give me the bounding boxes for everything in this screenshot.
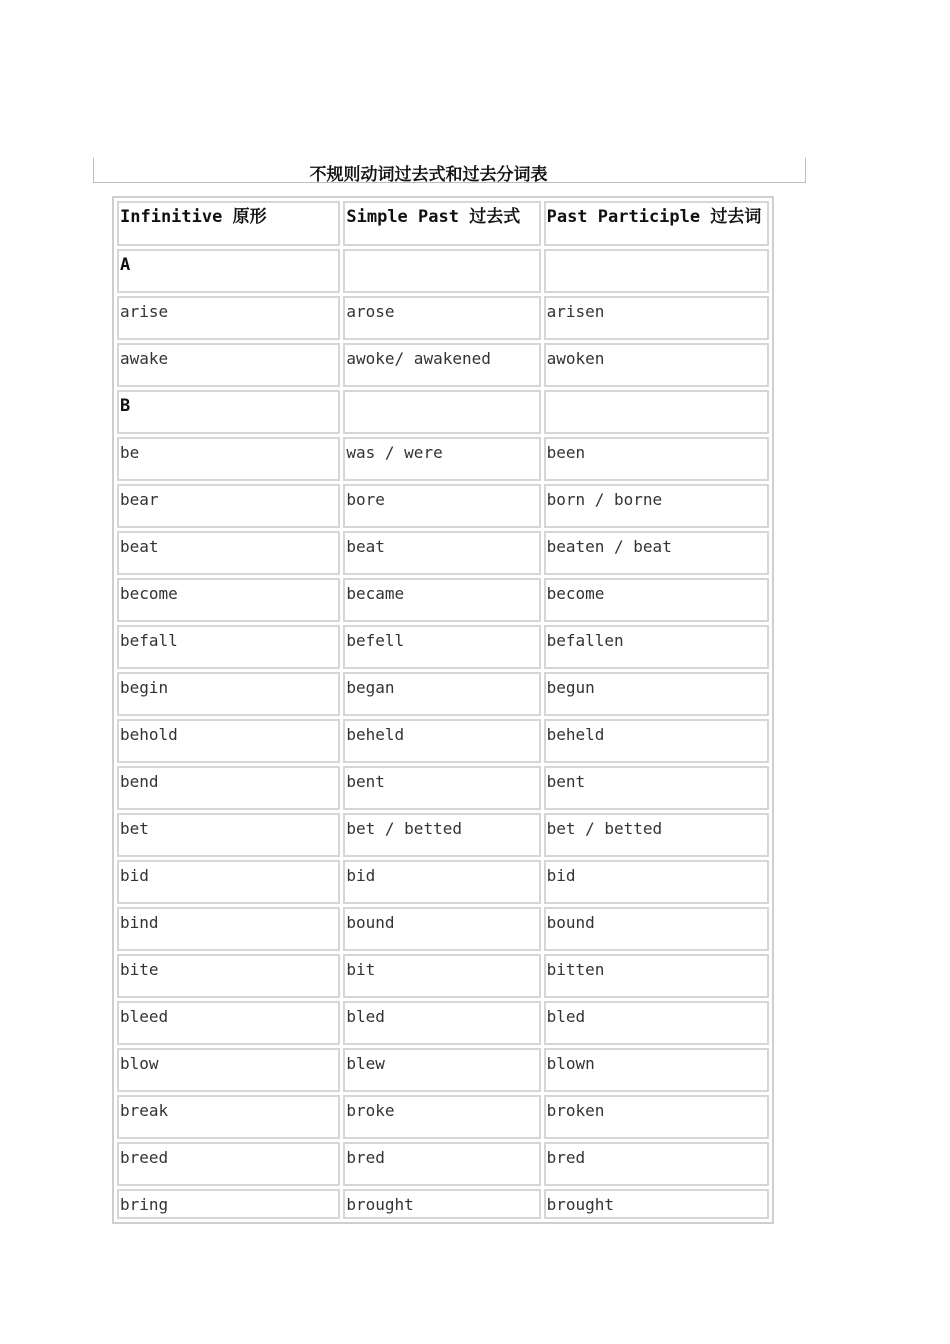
cell-simple-past-text: blew xyxy=(346,1054,385,1073)
cell-past-participle xyxy=(544,531,769,575)
cell-past-participle-text: bet / betted xyxy=(546,819,663,838)
cell-past-participle-text: arisen xyxy=(546,302,605,321)
table-row xyxy=(117,907,769,951)
cell-past-participle-text: awoken xyxy=(546,349,605,368)
cell-simple-past xyxy=(343,907,540,951)
table-row xyxy=(117,813,769,857)
cell-simple-past xyxy=(343,672,540,716)
cell-infinitive xyxy=(117,1001,340,1045)
cell-past-participle-text: beaten / beat xyxy=(546,537,672,556)
cell-infinitive xyxy=(117,484,340,528)
cell-simple-past xyxy=(343,484,540,528)
cell-infinitive xyxy=(117,437,340,481)
cell-infinitive xyxy=(117,719,340,763)
header-simple-past-label: Simple Past 过去式 xyxy=(346,207,521,227)
cell-simple-past xyxy=(343,343,540,387)
cell-infinitive-text: be xyxy=(120,443,140,462)
cell-past-participle xyxy=(544,296,769,340)
cell-simple-past-text: was / were xyxy=(346,443,443,462)
table-row xyxy=(117,343,769,387)
cell-infinitive xyxy=(117,907,340,951)
table-row xyxy=(117,484,769,528)
cell-simple-past xyxy=(343,1095,540,1139)
header-simple-past xyxy=(343,201,540,246)
cell-past-participle xyxy=(544,437,769,481)
cell-past-participle xyxy=(544,249,769,293)
cell-simple-past-text: broke xyxy=(346,1101,395,1120)
cell-infinitive-text: A xyxy=(120,255,131,275)
cell-past-participle-text: been xyxy=(546,443,586,462)
cell-infinitive xyxy=(117,1189,340,1219)
cell-simple-past xyxy=(343,719,540,763)
header-infinitive-label: Infinitive 原形 xyxy=(120,207,267,227)
cell-infinitive-text: B xyxy=(120,396,131,416)
cell-past-participle xyxy=(544,1001,769,1045)
cell-infinitive xyxy=(117,954,340,998)
cell-past-participle xyxy=(544,766,769,810)
cell-simple-past-text: bent xyxy=(346,772,385,791)
table-row xyxy=(117,672,769,716)
cell-infinitive-text: bleed xyxy=(120,1007,169,1026)
cell-past-participle-text: broken xyxy=(546,1101,605,1120)
cell-simple-past xyxy=(343,531,540,575)
cell-infinitive xyxy=(117,766,340,810)
table-row xyxy=(117,1189,769,1219)
cell-simple-past xyxy=(343,766,540,810)
cell-simple-past-text: bit xyxy=(346,960,376,979)
cell-past-participle-text: befallen xyxy=(546,631,624,650)
irregular-verbs-table xyxy=(112,196,774,1224)
cell-infinitive xyxy=(117,249,340,293)
table-row xyxy=(117,1048,769,1092)
cell-infinitive-text: arise xyxy=(120,302,169,321)
letter-section-row xyxy=(117,390,769,434)
cell-infinitive-text: awake xyxy=(120,349,169,368)
table-row xyxy=(117,625,769,669)
cell-simple-past xyxy=(343,625,540,669)
cell-infinitive-text: bite xyxy=(120,960,159,979)
cell-infinitive xyxy=(117,343,340,387)
cell-past-participle xyxy=(544,907,769,951)
table-row xyxy=(117,437,769,481)
cell-infinitive-text: become xyxy=(120,584,178,603)
cell-infinitive-text: befall xyxy=(120,631,178,650)
cell-simple-past xyxy=(343,249,540,293)
cell-infinitive-text: bend xyxy=(120,772,159,791)
table-row xyxy=(117,1142,769,1186)
cell-past-participle xyxy=(544,813,769,857)
cell-infinitive-text: blow xyxy=(120,1054,159,1073)
table-body xyxy=(117,201,769,1219)
cell-simple-past xyxy=(343,578,540,622)
cell-infinitive xyxy=(117,296,340,340)
cell-simple-past xyxy=(343,1048,540,1092)
cell-past-participle xyxy=(544,860,769,904)
cell-infinitive-text: behold xyxy=(120,725,178,744)
cell-infinitive-text: bind xyxy=(120,913,159,932)
cell-simple-past-text: arose xyxy=(346,302,395,321)
cell-infinitive xyxy=(117,1142,340,1186)
cell-simple-past xyxy=(343,813,540,857)
cell-infinitive-text: break xyxy=(120,1101,169,1120)
cell-simple-past xyxy=(343,1189,540,1219)
cell-past-participle-text: bred xyxy=(546,1148,586,1167)
cell-infinitive xyxy=(117,860,340,904)
cell-infinitive-text: bid xyxy=(120,866,149,885)
cell-infinitive-text: begin xyxy=(120,678,169,697)
cell-simple-past-text: bet / betted xyxy=(346,819,462,838)
cell-infinitive xyxy=(117,390,340,434)
cell-simple-past-text: beat xyxy=(346,537,385,556)
table-header-row xyxy=(117,201,769,246)
cell-past-participle-text: bitten xyxy=(546,960,605,979)
cell-past-participle xyxy=(544,672,769,716)
cell-simple-past-text: beheld xyxy=(346,725,405,744)
cell-past-participle xyxy=(544,390,769,434)
cell-simple-past xyxy=(343,390,540,434)
cell-infinitive-text: bear xyxy=(120,490,159,509)
cell-past-participle-text: begun xyxy=(546,678,595,697)
page-title: 不规则动词过去式和过去分词表 xyxy=(309,165,548,185)
cell-infinitive xyxy=(117,578,340,622)
table-row xyxy=(117,719,769,763)
cell-past-participle-text: beheld xyxy=(546,725,605,744)
cell-simple-past-text: brought xyxy=(346,1195,414,1214)
cell-past-participle xyxy=(544,1048,769,1092)
header-infinitive xyxy=(117,201,340,246)
cell-past-participle xyxy=(544,625,769,669)
cell-past-participle xyxy=(544,578,769,622)
cell-past-participle xyxy=(544,343,769,387)
cell-simple-past-text: bore xyxy=(346,490,385,509)
header-past-participle xyxy=(544,201,769,246)
cell-infinitive xyxy=(117,531,340,575)
cell-infinitive xyxy=(117,1048,340,1092)
cell-simple-past xyxy=(343,954,540,998)
table-row xyxy=(117,766,769,810)
cell-infinitive-text: bring xyxy=(120,1195,169,1214)
cell-simple-past-text: bid xyxy=(346,866,376,885)
cell-simple-past-text: befell xyxy=(346,631,405,650)
letter-section-row xyxy=(117,249,769,293)
cell-past-participle-text: brought xyxy=(546,1195,615,1214)
cell-simple-past xyxy=(343,437,540,481)
cell-past-participle-text: bid xyxy=(546,866,576,885)
cell-infinitive xyxy=(117,1095,340,1139)
cell-past-participle xyxy=(544,954,769,998)
cell-simple-past-text: began xyxy=(346,678,395,697)
table-row xyxy=(117,531,769,575)
cell-infinitive xyxy=(117,672,340,716)
cell-past-participle xyxy=(544,719,769,763)
cell-infinitive xyxy=(117,813,340,857)
header-past-participle-label: Past Participle 过去词 xyxy=(546,207,762,227)
cell-simple-past-text: bred xyxy=(346,1148,385,1167)
cell-infinitive-text: bet xyxy=(120,819,149,838)
cell-past-participle xyxy=(544,484,769,528)
cell-past-participle xyxy=(544,1189,769,1219)
cell-past-participle-text: bound xyxy=(546,913,595,932)
cell-past-participle-text: become xyxy=(546,584,605,603)
cell-simple-past xyxy=(343,1142,540,1186)
cell-simple-past-text: bled xyxy=(346,1007,385,1026)
cell-infinitive-text: breed xyxy=(120,1148,169,1167)
cell-simple-past xyxy=(343,1001,540,1045)
cell-past-participle xyxy=(544,1142,769,1186)
cell-past-participle-text: bled xyxy=(546,1007,586,1026)
cell-simple-past xyxy=(343,296,540,340)
cell-past-participle-text: blown xyxy=(546,1054,595,1073)
table-row xyxy=(117,296,769,340)
title-box xyxy=(93,158,806,183)
table-row xyxy=(117,578,769,622)
table-row xyxy=(117,860,769,904)
table-row xyxy=(117,1095,769,1139)
cell-infinitive xyxy=(117,625,340,669)
cell-past-participle xyxy=(544,1095,769,1139)
cell-simple-past-text: bound xyxy=(346,913,395,932)
cell-simple-past xyxy=(343,860,540,904)
cell-infinitive-text: beat xyxy=(120,537,159,556)
cell-simple-past-text: awoke/ awakened xyxy=(346,349,491,368)
cell-past-participle-text: bent xyxy=(546,772,586,791)
table-row xyxy=(117,1001,769,1045)
table-row xyxy=(117,954,769,998)
cell-simple-past-text: became xyxy=(346,584,405,603)
cell-past-participle-text: born / borne xyxy=(546,490,663,509)
